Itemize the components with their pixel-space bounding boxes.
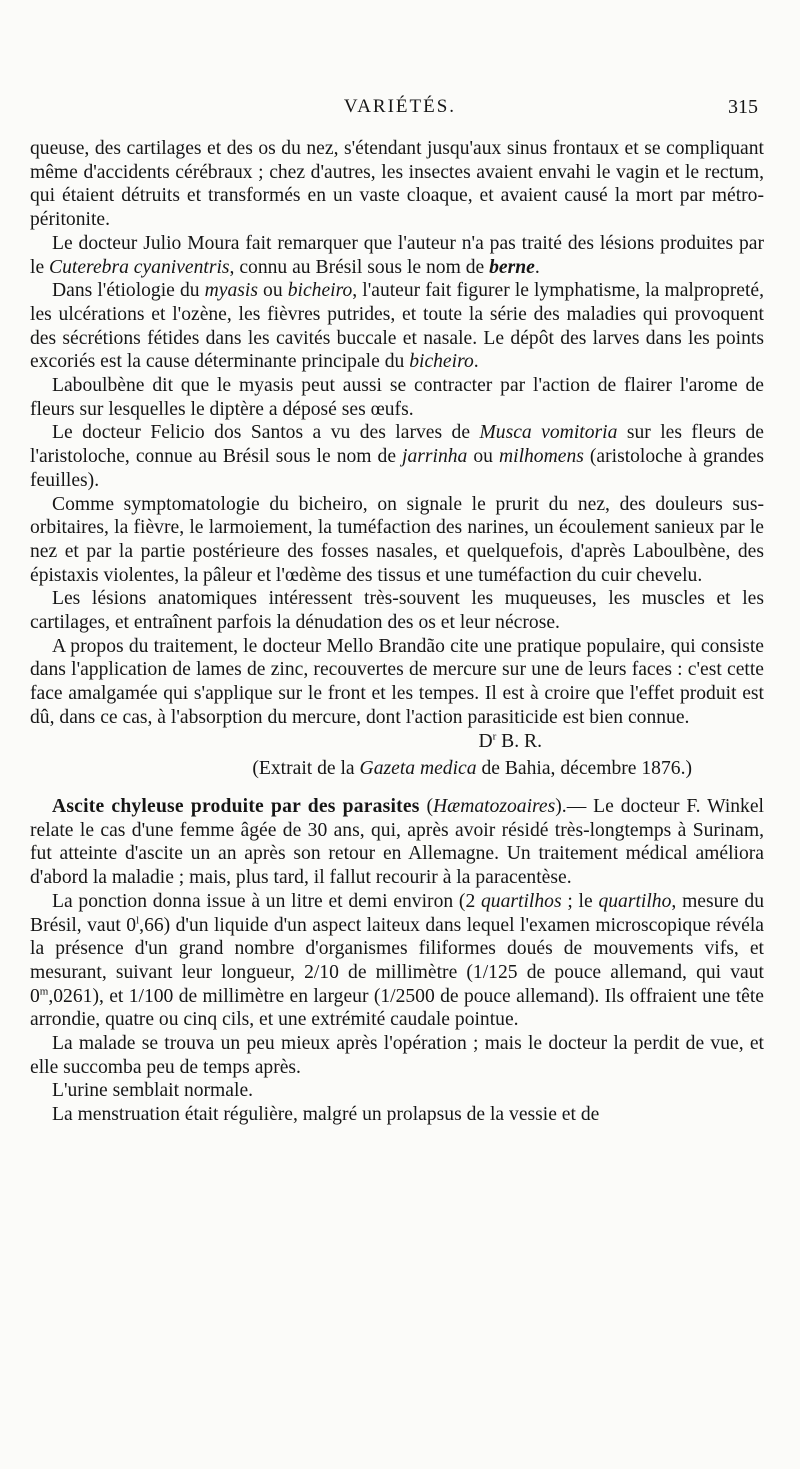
term-quartilhos: quartilhos bbox=[481, 890, 562, 912]
running-head-title: VARIÉTÉS. bbox=[343, 96, 457, 117]
signature: $D^r$ B. R. bbox=[478, 730, 542, 752]
source-citation: (Extrait de la Gazeta medica de Bahia, décembre 1876.) bbox=[252, 758, 692, 780]
paragraph-etiologie: Dans l'étiologie du myasis ou bicheiro, l'auteur fait figurer le lymphatisme, la malpropreté, les ulcérations et l'ozène, les fièvres putrides, et toute la série des maladies qui provoquent des sécrétions fétides dans les cavités buccale et nasale. Le dépôt des larves dans les points excoriés est la cause déterminante principale du bicheiro. bbox=[30, 280, 765, 373]
running-head bbox=[0, 96, 800, 120]
body-text bbox=[30, 137, 764, 1127]
section-gap bbox=[30, 781, 764, 795]
article-ascite-heading-paragraph: Ascite chyleuse produite par des parasites (Hæmatozoaires).— Le docteur F. Winkel relate le cas d'une femme âgée de 30 ans, qui, après avoir résidé très-longtemps à Surinam, fut atteinte d'ascite un an après son retour en Allemagne. Un traitement médical améliora d'abord la maladie ; mais, plus tard, il fallut recourir à la paracentèse. bbox=[30, 795, 764, 889]
term-berne: berne bbox=[489, 256, 535, 278]
term-milhomens: milhomens bbox=[498, 446, 584, 468]
species-name-2: Musca vomitoria bbox=[479, 422, 618, 444]
paragraph-continuation: queuse, des cartilages et des os du nez, s'étendant jusqu'aux sinus frontaux et se compliquant même d'accidents cérébraux ; chez d'autres, les insectes avaient envahi le vagin et le rectum, qui étaient détruits et transformés en un vaste cloaque, et avaient causé la mort par métro-péritonite. bbox=[30, 138, 764, 231]
term-bicheiro-2: bicheiro bbox=[409, 351, 474, 373]
paragraph-moura: Le docteur Julio Moura fait remarquer que l'auteur n'a pas traité des lésions produites par le Cuterebra cyaniventris, connu au Brésil sous le nom de berne. bbox=[30, 232, 764, 278]
paragraph-symptomatologie: Comme symptomatologie du bicheiro, on signale le prurit du nez, des douleurs sus-orbitaires, la fièvre, le larmoiement, la tuméfaction des narines, un écoulement sanieux par le nez et par la partie postérieure des fosses nasales, et quelquefois, d'après Laboulbène, des épistaxis violentes, la pâleur et l'œdème des tissus et une tuméfaction du cuir chevelu. bbox=[30, 493, 764, 586]
page-number: 315 bbox=[728, 96, 758, 118]
term-jarrinha: jarrinha bbox=[402, 446, 468, 468]
paragraph-menstruation: La menstruation était régulière, malgré un prolapsus de la vessie et de bbox=[52, 1104, 600, 1126]
article-heading: Ascite chyleuse produite par des parasites bbox=[52, 795, 420, 817]
species-name: Cuterebra cyaniventris bbox=[49, 256, 230, 278]
journal-name: Gazeta medica bbox=[359, 758, 477, 780]
paragraph-lesions: Les lésions anatomiques intéressent très-souvent les muqueuses, les muscles et les cartilages, et entraînent parfois la dénudation des os et leur nécrose. bbox=[30, 588, 764, 634]
paragraph-urine: L'urine semblait normale. bbox=[52, 1080, 254, 1102]
paragraph-santos: Le docteur Felicio dos Santos a vu des larves de Musca vomitoria sur les fleurs de l'aristoloche, connue au Brésil sous le nom de jarrinha ou milhomens (aristoloche à grandes feuilles). bbox=[30, 422, 764, 491]
paragraph-laboulbene: Laboulbène dit que le myasis peut aussi se contracter par l'action de flairer l'arome de fleurs sur lesquelles le diptère a déposé ses œufs. bbox=[30, 375, 764, 420]
paragraph-traitement: A propos du traitement, le docteur Mello Brandão cite une pratique populaire, qui consiste dans l'application de lames de zinc, recouvertes de mercure sur une de leurs faces : c'est cette face amalgamée qui s'applique sur le front et les tempes. Il est à croire que l'effet produit est dû, dans ce cas, à l'absorption du mercure, dont l'action parasiticide est bien connue. bbox=[30, 635, 764, 728]
term-bicheiro: bicheiro bbox=[287, 280, 353, 302]
term-myasis: myasis bbox=[204, 280, 258, 302]
article-heading-italic: Hæmatozoaires bbox=[432, 795, 556, 817]
term-quartilho: quartilho bbox=[598, 890, 672, 912]
paragraph-ponction: La ponction donna issue à un litre et demi environ (2 quartilhos ; le quartilho, mesure du Brésil, vaut 0$^l$,66) d'un liquide d'un aspect laiteux dans lequel l'examen microscopique révéla la présence d'un grand nombre d'organismes filiformes doués de mouvements vifs, et mesurant, suivant leur longueur, 2/10 de millimètre (1/125 de pouce allemand, qui vaut 0$^m$,0261), et 1/100 de millimètre en largeur (1/2500 de pouce allemand). Ils offraient une tête arrondie, quatre ou cinq cils, et une extrémité caudale pointue. bbox=[30, 890, 764, 1031]
paragraph-malade: La malade se trouva un peu mieux après l'opération ; mais le docteur la perdit de vue, et elle succomba peu de temps après. bbox=[30, 1033, 764, 1078]
